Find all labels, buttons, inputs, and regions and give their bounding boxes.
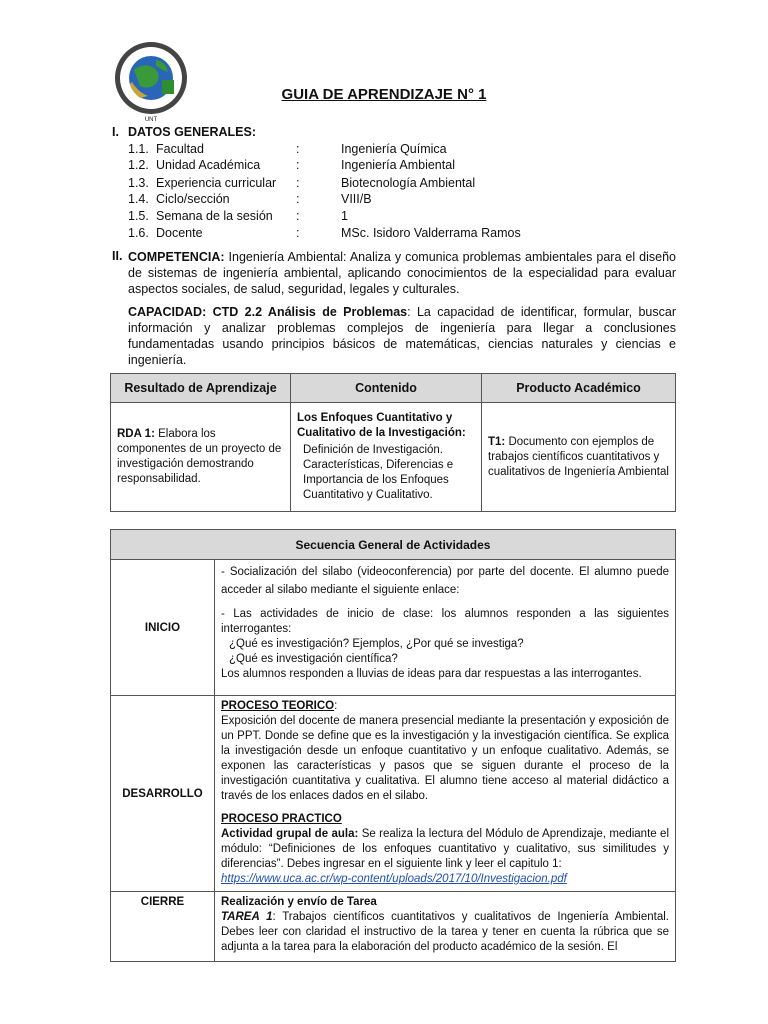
section-number-1: I. [112, 125, 119, 139]
desarrollo-label: DESARROLLO [111, 696, 215, 892]
producto-cell: T1: Documento con ejemplos de trabajos científicos cuantitativos y cualitativos de Ingeniería Ambiental [482, 403, 676, 512]
inicio-label: INICIO [111, 560, 215, 696]
cierre-label: CIERRE [111, 892, 215, 962]
capacidad-paragraph: CAPACIDAD: CTD 2.2 Análisis de Problemas: La capacidad de identificar, formular, buscar información y analizar problemas complejos de ingeniería para llegar a conclusiones fundamentadas usando principios básicos de matemáticas, ciencias naturales y ciencias e ingeniería. [128, 305, 676, 367]
cierre-content: Realización y envío de Tarea TAREA 1: Trabajos científicos cuantitativos y cualitativos de Ingeniería Ambiental. Debes leer con claridad el instructivo de la tarea y tener en cuenta la rúbrica que se adjunta a la tarea para la elaboración del producto académico de la sesión. El [215, 892, 676, 962]
module-link[interactable]: https://www.uca.ac.cr/wp-content/uploads/2017/10/Investigacion.pdf [221, 873, 567, 885]
school-logo [104, 40, 198, 124]
inicio-content: - Socialización del silabo (videoconferencia) por parte del docente. El alumno puede acceder al silabo mediante el siguiente enlace: - Las actividades de inicio de clase: los alumnos responden a las siguientes interrogantes: ¿Qué es investigación? Ejemplos, ¿Por qué se investiga? ¿Qué es investigación científica? Los alumnos responden a lluvias de ideas para dar respuestas a las interrogantes. [215, 560, 676, 696]
activities-table [110, 529, 676, 962]
page-title: GUIA DE APRENDIZAJE N° 1 [281, 86, 487, 103]
col-header: Resultado de Aprendizaje [111, 374, 291, 403]
col-header: Producto Académico [482, 374, 676, 403]
desarrollo-content: PROCESO TEORICO: Exposición del docente de manera presencial mediante la presentación y exposición de un PPT. Donde se define que es la investigación y la investigación científica. Se explica la investigación desde un enfoque cuantitativo y un enfoque cualitativo. Además, se exponen las características y pasos que se siguen durante el proceso de la investigación cuantitativa y cualitativa. El alumno tiene acceso al material didáctico a través de los enlaces dados en el silabo. PROCESO PRACTICO Actividad grupal de aula: Se realiza la lectura del Módulo de Aprendizaje, mediante el módulo: “Definiciones de los enfoques cuantitativo y cualitativo, sus similitudes y diferencias”. Debes ingresar en el siguiente link y leer el capitulo 1: https://www.uca.ac.cr/wp-content/uploads/2017/10/Investigacion.pdf [215, 696, 676, 892]
svg-text:UNT: UNT [144, 117, 158, 123]
learning-outcome-table [110, 373, 676, 512]
rda-cell: RDA 1: Elabora los componentes de un proyecto de investigación demostrando responsabilidad. [111, 403, 291, 512]
col-header: Contenido [291, 374, 482, 403]
section-number-2: II. [112, 249, 123, 263]
competencia-paragraph: COMPETENCIA: Ingeniería Ambiental: Analiza y comunica problemas ambientales para el diseño de sistemas de ingeniería ambiental, aplicando conocimientos de la especialidad para evaluar aspectos sociales, de salud, seguridad, legales y culturales. [128, 250, 676, 296]
datos-heading: DATOS GENERALES: [128, 125, 257, 139]
contenido-cell: Los Enfoques Cuantitativo y Cualitativo de la Investigación: Definición de Investigación. Características, Diferencias e Importancia de los Enfoques Cuantitativo y Cualitativo. [291, 403, 482, 512]
activities-header: Secuencia General de Actividades [111, 530, 676, 560]
